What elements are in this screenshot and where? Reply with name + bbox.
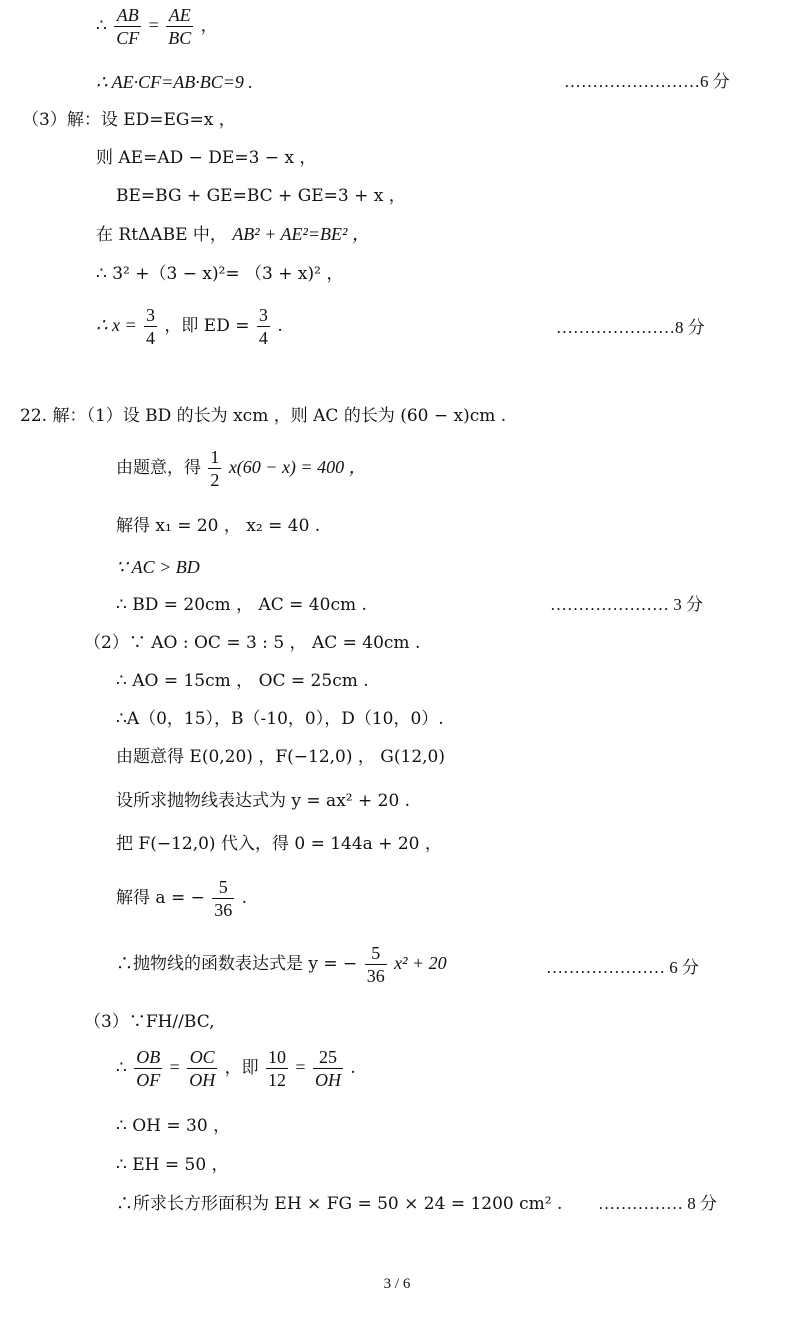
line-coordinates: ∴A（0，15），B（-10，0），D（10，0）. bbox=[116, 709, 444, 729]
therefore-symbol: ∴ bbox=[96, 16, 107, 36]
score-8b: …………… 8 分 bbox=[598, 1194, 717, 1213]
fraction-ae-bc: $\frac{AE}{BC}$ bbox=[168, 5, 192, 48]
line-parabola-form: 设所求抛物线表达式为 y = ax² + 20 . bbox=[116, 791, 411, 811]
line-ratio: ∴ $\frac{AB}{CF}$ = $\frac{AE}{BC}$ ， bbox=[96, 5, 218, 48]
line-efg: 由题意得 E(0,20) ，F(−12,0) ， G(12,0) bbox=[116, 747, 445, 767]
fraction-25-oh: $\frac{25}{OH}$ bbox=[314, 1047, 341, 1090]
line-be: BE=BG + GE=BC + GE=3 + x ， bbox=[116, 186, 406, 206]
part3-heading-q22: （3）∵FH//BC, bbox=[84, 1012, 215, 1032]
fraction-three-quarters: $\frac{3}{4}$ bbox=[146, 305, 155, 348]
page-number: 3 / 6 bbox=[383, 1276, 411, 1292]
line-solution-x: ∴ x = $\frac{3}{4}$ ，即 ED = $\frac{3}{4}$ . bbox=[96, 305, 283, 348]
fraction-ob-of: $\frac{OB}{OF}$ bbox=[136, 1047, 161, 1090]
line-product: ∴ AE·CF=AB·BC=9 . bbox=[96, 72, 253, 92]
line-roots: 解得 x₁ = 20 ， x₂ = 40 . bbox=[116, 516, 321, 536]
fraction-5-36: $\frac{5}{36}$ bbox=[214, 877, 233, 920]
line-ao-oc: ∴ AO = 15cm ， OC = 25cm . bbox=[116, 671, 369, 691]
line-area-result: ∴所求长方形面积为 EH × FG = 50 × 24 = 1200 cm² . bbox=[116, 1194, 563, 1214]
line-parabola-expression: ∴抛物线的函数表达式是 y = − $\frac{5}{36}$ x² + 20 bbox=[116, 943, 447, 986]
equals-sign: = bbox=[148, 15, 159, 35]
line-eh: ∴ EH = 50 ， bbox=[116, 1155, 229, 1175]
q22-heading: 22. 解：（1）设 BD 的长为 xcm ，则 AC 的长为 (60 − x)cm . bbox=[20, 406, 507, 426]
line-solve-a: 解得 a = − $\frac{5}{36}$ . bbox=[116, 877, 248, 920]
line-because: ∵ AC > BD bbox=[116, 557, 200, 577]
line-substitute: 把 F(−12,0) 代入，得 0 = 144a + 20 ， bbox=[116, 834, 442, 854]
line-pythagoras: 在 RtΔABE 中， AB² + AE²=BE² ， bbox=[96, 224, 370, 245]
line-ae: 则 AE=AD − DE=3 − x ， bbox=[96, 148, 317, 168]
score-6b: ………………… 6 分 bbox=[546, 958, 699, 977]
fraction-5-36-final: $\frac{5}{36}$ bbox=[366, 943, 385, 986]
fraction-one-half: $\frac{1}{2}$ bbox=[210, 447, 220, 490]
fraction-ab-cf: $\frac{AB}{CF}$ bbox=[116, 5, 140, 48]
line-equation: ∴ 3² +（3 − x)²= （3 + x)² ， bbox=[96, 264, 344, 284]
score-8: …………………8 分 bbox=[556, 318, 705, 337]
score-3: ………………… 3 分 bbox=[550, 595, 703, 614]
fraction-three-quarters-ed: $\frac{3}{4}$ bbox=[258, 305, 268, 348]
part3-heading: （3）解：设 ED=EG=x ， bbox=[22, 110, 236, 130]
line-bd-ac: ∴ BD = 20cm ， AC = 40cm . bbox=[116, 595, 367, 615]
fraction-10-12: $\frac{10}{12}$ bbox=[268, 1047, 287, 1090]
line-area-equation: 由题意，得 $\frac{1}{2}$ x(60 − x) = 400 ， bbox=[116, 447, 367, 490]
line-oh: ∴ OH = 30 ， bbox=[116, 1116, 231, 1136]
score-6: ……………………6 分 bbox=[564, 72, 730, 91]
line-similar-ratio: ∴ $\frac{OB}{OF}$ = $\frac{OC}{OH}$ ，即 $\frac{10}{12}$ = $\frac{25}{OH}$ . bbox=[116, 1047, 356, 1090]
fraction-oc-oh: $\frac{OC}{OH}$ bbox=[189, 1047, 216, 1090]
part2-heading: （2）∵ AO : OC = 3 : 5 ， AC = 40cm . bbox=[84, 633, 421, 653]
